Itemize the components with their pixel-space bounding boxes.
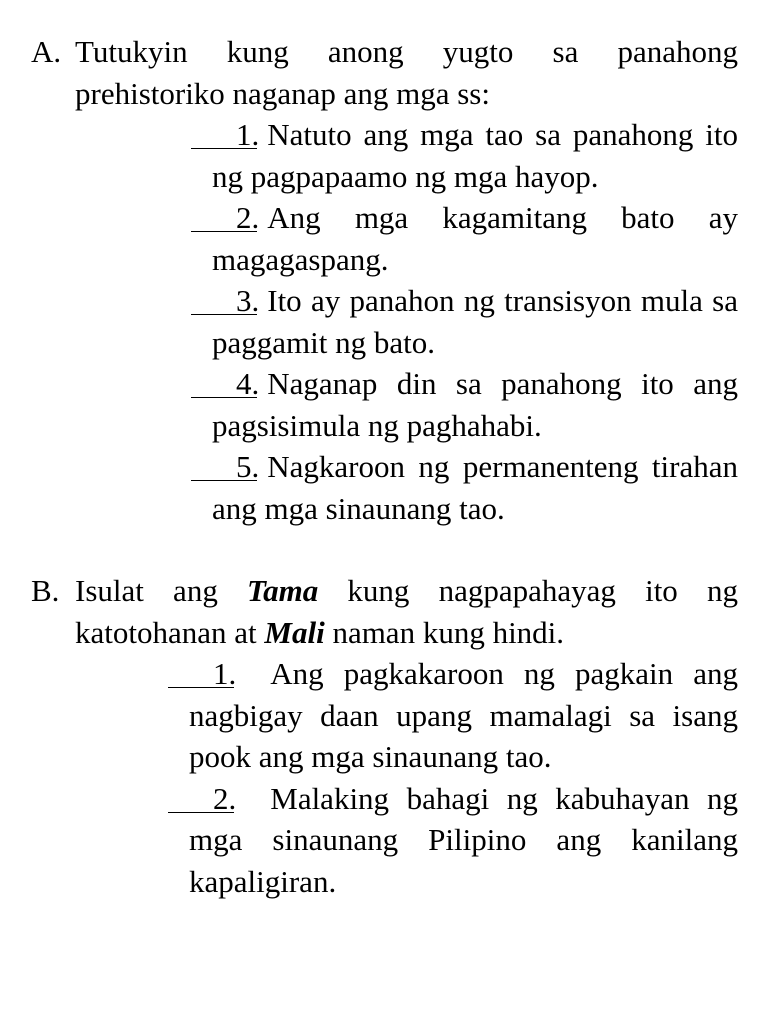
section-b-items [31, 653, 738, 902]
item-text: Ang pagkakaroon ng pagkain ang nagbigay daan upang mamalagi sa isang pook ang mga sinaunang tao. [189, 656, 738, 774]
section-a [31, 31, 738, 529]
keyword-tama: Tama [247, 573, 319, 608]
answer-blank[interactable] [191, 114, 257, 149]
list-item [212, 363, 738, 446]
list-item [189, 778, 738, 903]
section-a-instruction-text: Tutukyin kung anong yugto sa panahong prehistoriko naganap ang mga ss: [75, 34, 738, 111]
item-text: Ang mga kagamitang bato ay magagaspang. [212, 200, 738, 277]
section-b-letter: B. [31, 573, 60, 608]
section-b-instruction-part1: Isulat ang [75, 573, 248, 608]
section-b-instruction [31, 570, 738, 653]
section-b-instruction-part3: naman kung hindi. [324, 614, 565, 650]
answer-blank[interactable] [191, 363, 257, 398]
list-item [212, 280, 738, 363]
section-b-instruction-part2: kung nagpapahayag ito ng katotohanan at [75, 573, 738, 650]
item-text: Nagkaroon ng permanenteng tirahan ang mga sinaunang tao. [212, 449, 738, 526]
keyword-mali: Mali [264, 614, 325, 650]
answer-blank[interactable] [191, 446, 257, 481]
list-item [189, 653, 738, 778]
item-number: 1. [213, 656, 237, 691]
item-text: Malaking bahagi ng kabuhayan ng mga sinaunang Pilipino ang kanilang kapaligiran. [189, 780, 738, 899]
list-item [212, 114, 738, 197]
item-text: Ito ay panahon ng transisyon mula sa paggamit ng bato. [212, 283, 738, 360]
item-text: Naganap din sa panahong ito ang pagsisimula ng paghahabi. [212, 366, 738, 443]
section-b [31, 570, 738, 902]
item-number: 2. [213, 780, 237, 816]
item-number: 3. [236, 283, 260, 318]
section-a-letter: A. [31, 34, 62, 69]
answer-blank[interactable] [191, 280, 257, 315]
item-text: Natuto ang mga tao sa panahong ito ng pagpapaamo ng mga hayop. [212, 117, 738, 194]
answer-blank[interactable] [191, 197, 257, 232]
list-item [212, 446, 738, 529]
answer-blank[interactable] [168, 653, 234, 688]
item-number: 5. [236, 449, 260, 484]
item-number: 4. [236, 366, 260, 401]
worksheet [31, 31, 738, 902]
item-number: 2. [236, 200, 260, 235]
answer-blank[interactable] [168, 778, 234, 813]
item-number: 1. [236, 117, 260, 152]
list-item [212, 197, 738, 280]
section-a-instruction [31, 31, 738, 114]
section-a-items [31, 114, 738, 529]
